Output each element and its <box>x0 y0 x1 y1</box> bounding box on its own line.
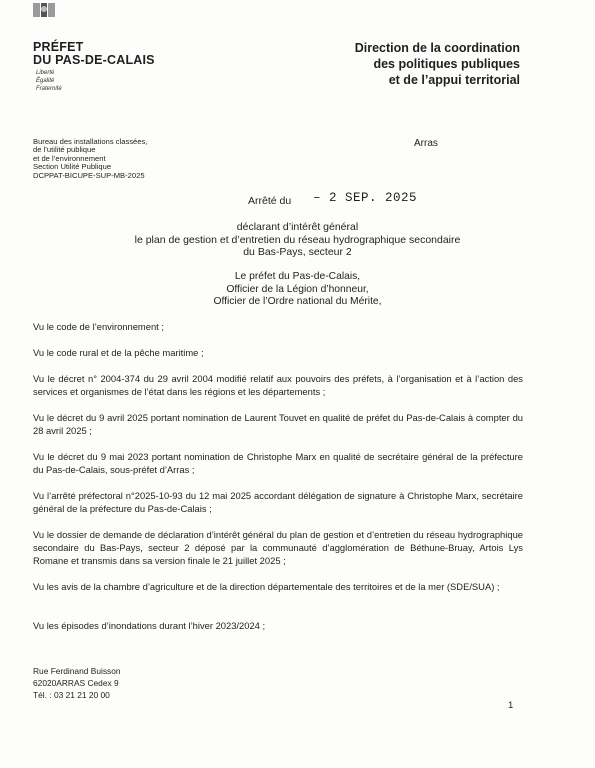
bureau-line: Section Utilité Publique <box>33 162 112 172</box>
visa-paragraph: Vu le décret n° 2004-374 du 29 avril 2004 modifié relatif aux pouvoirs des préfets, à l’organisation et à l’action des services et organismes de l’état dans les régions et les départements ; <box>33 373 523 398</box>
bureau-line: de l’utilité publique <box>33 145 96 155</box>
arrete-date-stamp: – 2 SEP. 2025 <box>313 191 418 205</box>
address-postal: 62020ARRAS Cedex 9 <box>33 678 119 688</box>
bureau-line: Bureau des installations classées, <box>33 137 148 146</box>
prefet-title-line: Le préfet du Pas-de-Calais, <box>234 271 361 282</box>
prefecture-name-line2: DU PAS-DE-CALAIS <box>33 53 155 67</box>
motto-fraternite: Fraternité <box>36 86 62 92</box>
city-name: Arras <box>414 138 438 149</box>
prefecture-name-line1: PRÉFET <box>33 40 84 54</box>
marianne-emblem-icon <box>33 3 55 17</box>
arrete-subject <box>0 221 595 259</box>
direction-heading <box>355 40 520 88</box>
subject-line: déclarant d’intérêt général <box>236 221 359 233</box>
direction-line: Direction de la coordination <box>354 41 520 55</box>
prefecture-address <box>33 665 121 701</box>
motto-egalite: Égalité <box>36 78 55 84</box>
visa-paragraph: Vu le décret du 9 avril 2025 portant nomination de Laurent Touvet en qualité de préfet du Pas-de-Calais à compter du 28 avril 2025 ; <box>33 412 523 437</box>
prefet-title-line: Officier de la Légion d’honneur, <box>226 283 369 295</box>
address-street: Rue Ferdinand Buisson <box>33 666 121 676</box>
subject-line: du Bas-Pays, secteur 2 <box>243 246 352 258</box>
visa-paragraph: Vu le code rural et de la pêche maritime ; <box>33 347 204 358</box>
page-number: 1 <box>508 700 514 711</box>
visa-paragraph: Vu le décret du 9 mai 2023 portant nomination de Christophe Marx en qualité de secrétaire général de la préfecture du Pas-de-Calais, sous-préfet d’Arras ; <box>33 451 523 476</box>
bureau-line: et de l’environnement <box>33 153 106 163</box>
visa-paragraph: Vu les épisodes d’inondations durant l’hiver 2023/2024 ; <box>33 620 266 631</box>
visa-paragraph: Vu le code de l’environnement ; <box>33 321 164 332</box>
prefet-title-line: Officier de l’Ordre national du Mérite, <box>213 296 382 308</box>
visa-paragraph: Vu les avis de la chambre d’agriculture et de la direction départementale des territoires et de la mer (SDE/SUA) ; <box>33 581 500 592</box>
direction-line: et de l’appui territorial <box>388 73 520 87</box>
prefet-titles <box>0 271 595 309</box>
bureau-reference: DCPPAT-BICUPE-SUP-MB-2025 <box>33 170 145 180</box>
address-phone: Tél. : 03 21 21 20 00 <box>33 690 110 700</box>
motto-liberte: Liberté <box>36 70 55 76</box>
arrete-label: Arrêté du <box>248 195 292 207</box>
visa-paragraph: Vu le dossier de demande de déclaration d’intérêt général du plan de gestion et d’entretien du réseau hydrographique secondaire du Bas-Pays, secteur 2 déposé par la communauté d’agglomération de Béthune-Bruay, Artois Lys Romane et transmis dans sa version finale le 21 juillet 2025 ; <box>33 529 523 567</box>
visa-paragraph: Vu l’arrêté préfectoral n°2025-10-93 du 12 mai 2025 accordant délégation de signature à Christophe Marx, secrétaire général de la préfecture du Pas-de-Calais ; <box>33 490 523 515</box>
bureau-block <box>33 138 147 180</box>
subject-line: le plan de gestion et d’entretien du réseau hydrographique secondaire <box>134 233 461 246</box>
direction-line: des politiques publiques <box>373 57 520 71</box>
